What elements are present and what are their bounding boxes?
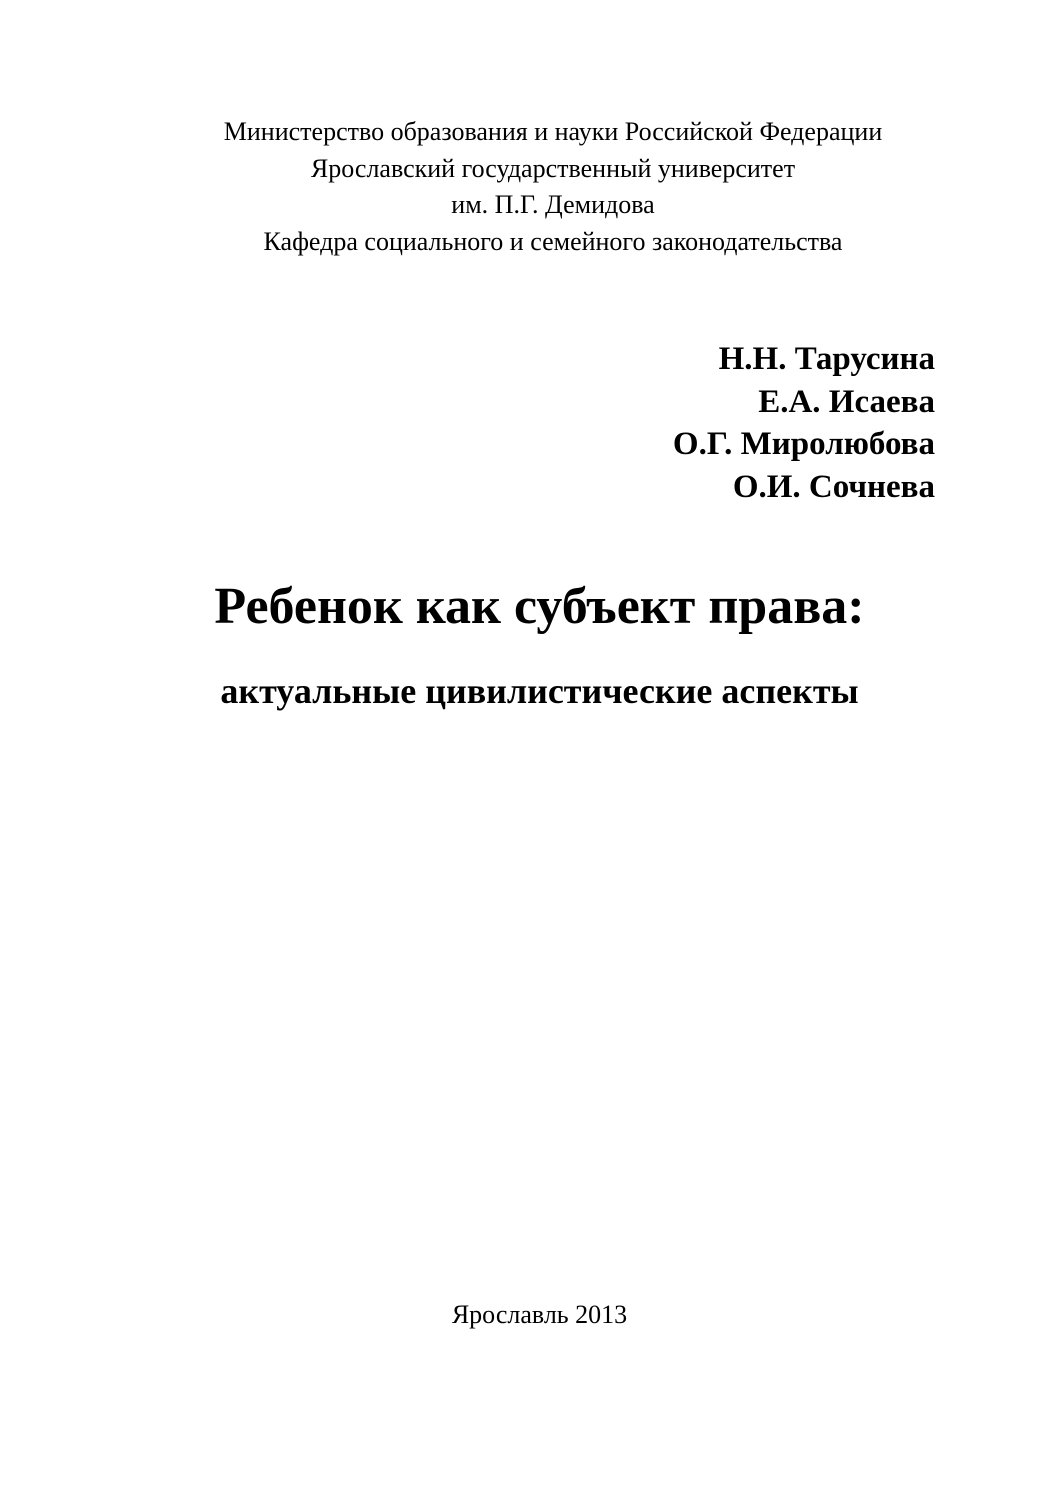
department-line: Кафедра социального и семейного законодательства [263,226,843,256]
document-subtitle: актуальные цивилистические аспекты [220,671,859,711]
place-year: Ярославль 2013 [451,1300,628,1329]
author-name: Н.Н. Тарусина [718,341,935,377]
author-name: О.И. Сочнева [732,468,935,505]
author-name: О.Г. Миролюбова [672,426,935,462]
authors-list [673,338,935,508]
author-name: Е.А. Исаева [758,383,935,420]
institution-header [0,114,1061,260]
university-name-line: им. П.Г. Демидова [451,190,655,219]
document-title: Ребенок как субъект права: [214,578,865,635]
ministry-line: Министерство образования и науки Российской Федерации [223,117,883,146]
university-line: Ярославский государственный университет [310,153,796,183]
